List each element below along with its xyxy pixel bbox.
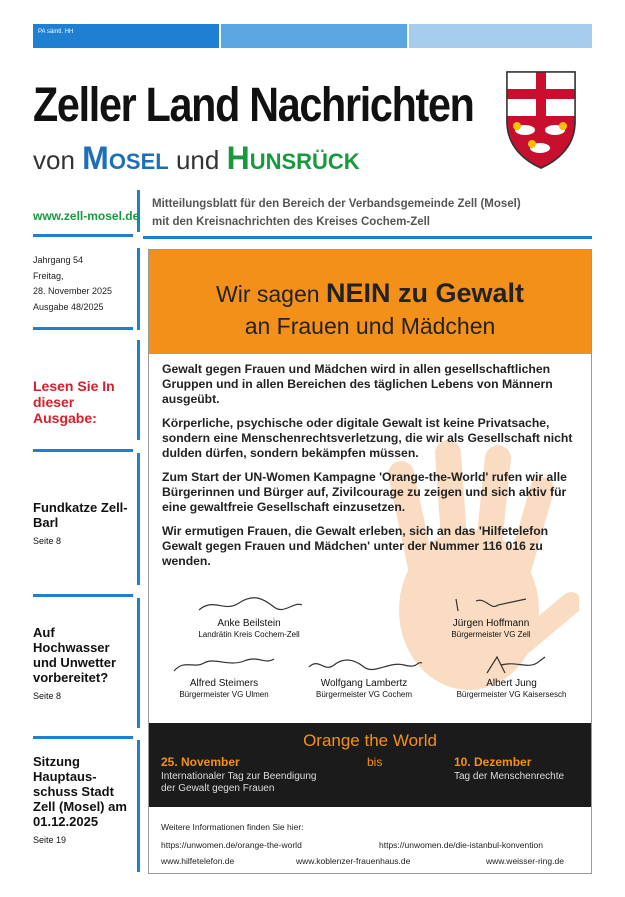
publication-description: Mitteilungsblatt für den Bereich der Verbandsgemeinde Zell (Mosel) mit den Kreisnachrichten des Kreises Cochem-Zell (152, 198, 521, 228)
header-color-bar (33, 24, 592, 48)
toc-item[interactable]: Fundkatze Zell-Barl Seite 8 (33, 500, 128, 546)
signature-block: Wolfgang Lambertz Bürgermeister VG Cochem (294, 655, 434, 700)
poster-text: Gewalt gegen Frauen und Mädchen wird in allen gesellschaftlichen Gruppen und in allen Bereichen des täglichen Lebens von Männern ausgeübt. Körperliche, psychische oder digitale Gewalt ist keine Privatsache, sondern eine Menschenrechtsverletzung, die wir als Gesellschaft nicht dulden dürfen, sondern bekämpfen müssen. Zum Start der UN-Women Kampagne 'Orange-the-World' rufen wir alle Bürgerinnen und Bürger auf, Zivilcourage zu zeigen und sich aktiv für eine gewaltfreie Gesellschaft einzusetzen. Wir ermutigen Frauen, die Gewalt erleben, sich an das 'Hilfetelefon Gewalt gegen Frauen und Mädchen' unter der Nummer 116 016 zu wenden. (162, 362, 573, 568)
publisher-code: PA sämtl. HH (33, 24, 219, 48)
campaign-poster: Wir sagen NEIN zu Gewalt an Frauen und Mädchen Gewalt gegen Frauen und Mädchen wird in allen gesellschaftlichen Gruppen und in allen Bereichen des täglichen Lebens von Männern ausgeübt. Körperliche, psychische oder digitale Gewalt ist keine Privatsache, sondern eine Menschenrechtsverletzung, die wir als Gesellschaft nicht dulden dürfen, sondern bekämpfen müssen. Zum Start der UN-Women Kampagne 'Orange-the-World' rufen wir alle Bürgerinnen und Bürger auf, Zivilcourage zu zeigen und sich aktiv für eine gewaltfreie Gesellschaft einzusetzen. Wir ermutigen Frauen, die Gewalt erleben, sich an das 'Hilfetelefon Gewalt gegen Frauen und Mädchen' unter der Nummer 116 016 zu wenden. Anke Beilstein Landrätin Kreis Cochem-Zell Jürgen Hoffmann Bürgermeister VG Zell Alfred Steimers Bürgermeister VG Ulmen Wolfgang Lambertz Bürgermeister VG Cochem Albert Jung Bürgermeister VG Kaisersesch Orange the World 25. November bis 10. Dezember Internationaler Tag zur Beendigung der Gewalt gegen Frauen Tag der Menschenrechte Weitere Informationen finden Sie hier: https://unwomen.de/orange-the-world https://unwomen.de/die-istanbul-konvention www.hilfetelefon.de www.koblenzer-frauenhaus.de www.weisser-ring.de (148, 249, 592, 874)
handwritten-signature-icon (436, 595, 546, 615)
link[interactable]: www.weisser-ring.de (486, 856, 564, 866)
signature-block: Albert Jung Bürgermeister VG Kaisersesch (439, 655, 584, 700)
link[interactable]: https://unwomen.de/die-istanbul-konvention (379, 840, 543, 850)
orange-the-world-banner: Orange the World 25. November bis 10. Dezember Internationaler Tag zur Beendigung der Gewalt gegen Frauen Tag der Menschenrechte (149, 723, 591, 807)
newspaper-subtitle: von Mosel und Hunsrück (33, 140, 360, 176)
toc-item[interactable]: Auf Hochwasser und Unwetter vorbereitet? Seite 8 (33, 625, 117, 701)
in-this-issue-heading: Lesen Sie In dieser Ausgabe: (33, 378, 115, 426)
toc-item[interactable]: Sitzung Hauptaus-schuss Stadt Zell (Mosel) am 01.12.2025 Seite 19 (33, 754, 127, 845)
signature-block: Anke Beilstein Landrätin Kreis Cochem-Zell (169, 595, 329, 640)
link[interactable]: https://unwomen.de/orange-the-world (161, 840, 302, 850)
handwritten-signature-icon (194, 595, 304, 615)
link[interactable]: www.hilfetelefon.de (161, 856, 235, 866)
poster-headline: Wir sagen NEIN zu Gewalt an Frauen und Mädchen (149, 250, 591, 354)
link[interactable]: www.koblenzer-frauenhaus.de (296, 856, 411, 866)
handwritten-signature-icon (169, 655, 279, 675)
handwritten-signature-icon (304, 655, 424, 675)
signature-block: Alfred Steimers Bürgermeister VG Ulmen (159, 655, 289, 700)
signature-block: Jürgen Hoffmann Bürgermeister VG Zell (411, 595, 571, 640)
handwritten-signature-icon (457, 655, 567, 675)
website-link[interactable]: www.zell-mosel.de (33, 209, 140, 223)
newspaper-title: Zeller Land Nachrichten (33, 79, 474, 132)
issue-info: Jahrgang 54 Freitag, 28. November 2025 Ausgabe 48/2025 (33, 255, 113, 312)
coat-of-arms-icon (505, 70, 577, 170)
